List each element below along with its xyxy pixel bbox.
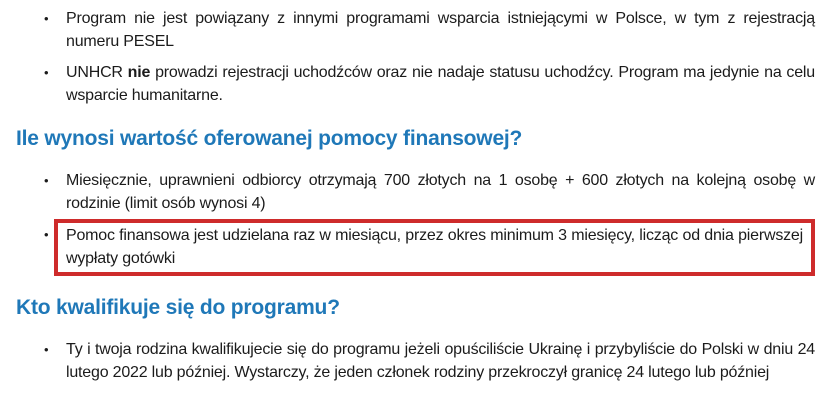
section-heading-eligibility: Kto kwalifikuje się do programu? <box>16 296 340 319</box>
highlighted-text: Pomoc finansowa jest udzielana raz w miesiącu, przez okres minimum 3 miesięcy, licząc od dnia pierwszej wypłaty gotówki <box>66 227 803 267</box>
bullet-icon: • <box>44 65 49 80</box>
bullet-icon: • <box>44 227 49 242</box>
list-item-text: Miesięcznie, uprawnieni odbiorcy otrzymają 700 złotych na 1 osobę + 600 złotych na kolejną osobę w rodzinie (limit osób wynosi 4) <box>66 172 815 212</box>
highlight-box <box>54 219 815 276</box>
unhcr-text: UNHCR <box>66 64 128 81</box>
bullet-icon: • <box>44 173 49 188</box>
bold-emphasis-nie: nie <box>127 64 151 81</box>
eligibility-bullet-list <box>16 338 815 384</box>
list-item-text: Program nie jest powiązany z innymi programami wsparcia istniejącymi w Polsce, w tym z rejestracją numeru PESEL <box>66 10 815 50</box>
value-bullet-list <box>16 169 815 276</box>
intro-bullet-list <box>16 7 815 107</box>
bullet-icon: • <box>44 11 49 26</box>
list-item-highlighted <box>44 223 815 276</box>
list-item <box>44 169 815 215</box>
list-item <box>44 7 815 53</box>
list-item-text-rest: prowadzi rejestracji uchodźców oraz nie nadaje statusu uchodźcy. Program ma jedynie na celu wsparcie humanitarne. <box>66 64 815 104</box>
list-item <box>44 338 815 384</box>
list-item-text <box>66 61 815 107</box>
list-item-text: Ty i twoja rodzina kwalifikujecie się do programu jeżeli opuściliście Ukrainę i przybyliście do Polski w dniu 24 lutego 2022 lub później. Wystarczy, że jeden członek rodziny przekroczył granicę 24 lutego lub później <box>66 341 815 381</box>
section-heading-financial-value: Ile wynosi wartość oferowanej pomocy finansowej? <box>16 127 523 150</box>
list-item <box>44 61 815 107</box>
bullet-icon: • <box>44 342 49 357</box>
